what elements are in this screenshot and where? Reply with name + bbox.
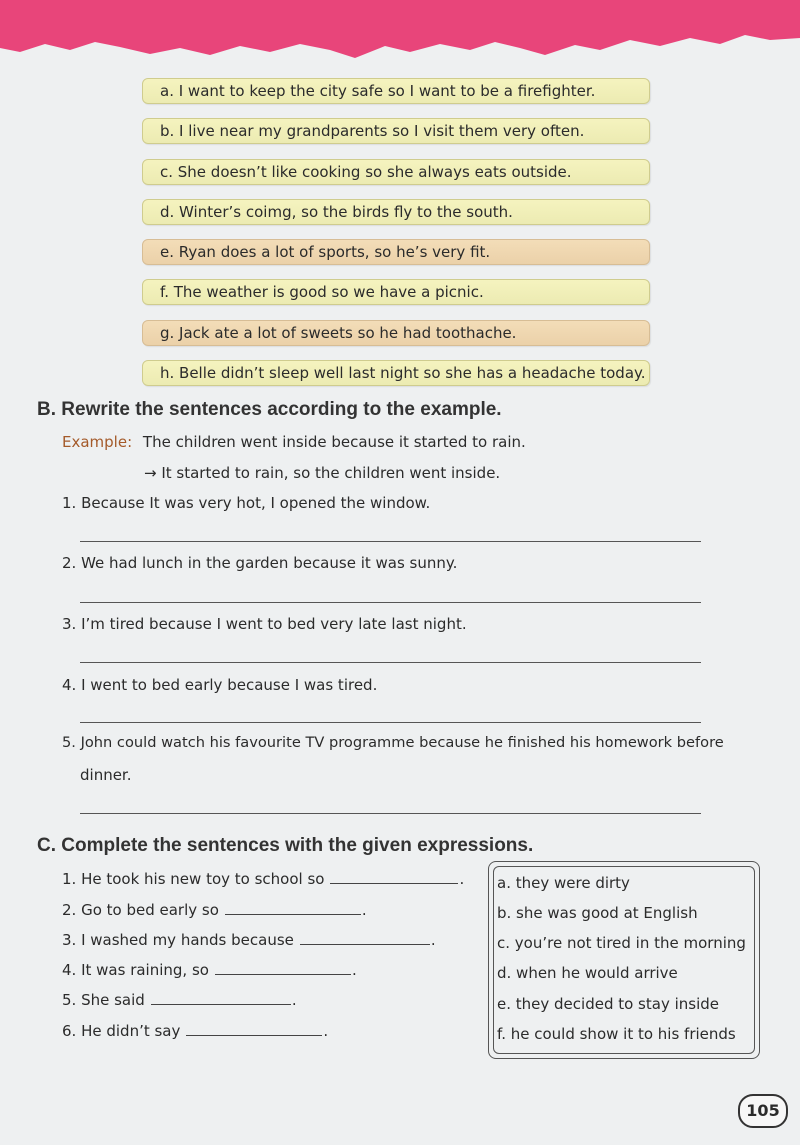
section-b-title: B. Rewrite the sentences according to the example. [37, 399, 502, 420]
section-c-title: C. Complete the sentences with the given expressions. [37, 835, 534, 856]
b-item-1: 1. Because It was very hot, I opened the window. [62, 494, 431, 512]
c-item-1: 1. He took his new toy to school so . [62, 870, 465, 888]
sentence-d: d. Winter’s coimg, so the birds fly to the south. [142, 199, 650, 225]
blank-6[interactable] [186, 1023, 322, 1036]
c-item-6-text: 6. He didn’t say [62, 1022, 181, 1040]
c-item-2-text: 2. Go to bed early so [62, 901, 219, 919]
sentence-c: c. She doesn’t like cooking so she always eats outside. [142, 159, 650, 185]
blank-5[interactable] [151, 992, 291, 1005]
option-a: a. they were dirty [497, 874, 630, 892]
sentence-h: h. Belle didn’t sleep well last night so she has a headache today. [142, 360, 650, 386]
c-item-1-text: 1. He took his new toy to school so [62, 870, 325, 888]
b-item-2: 2. We had lunch in the garden because it was sunny. [62, 554, 458, 572]
blank-1[interactable] [330, 871, 458, 884]
option-b: b. she was good at English [497, 904, 698, 922]
page-number: 105 [738, 1094, 788, 1128]
option-d: d. when he would arrive [497, 964, 678, 982]
c-item-5-text: 5. She said [62, 991, 145, 1009]
example-label: Example: [62, 433, 133, 451]
b-item-3: 3. I’m tired because I went to bed very late last night. [62, 615, 467, 633]
pink-banner [0, 0, 800, 70]
c-item-3-text: 3. I washed my hands because [62, 931, 294, 949]
option-e: e. they decided to stay inside [497, 995, 719, 1013]
answer-line-1[interactable] [80, 541, 701, 542]
blank-3[interactable] [300, 932, 430, 945]
c-item-6: 6. He didn’t say . [62, 1022, 329, 1040]
b-item-5-cont: dinner. [80, 766, 132, 784]
example-sentence: The children went inside because it started to rain. [142, 433, 526, 451]
example-line [62, 433, 526, 451]
b-item-5: 5. John could watch his favourite TV programme because he finished his homework before [62, 734, 724, 751]
answer-line-5[interactable] [80, 813, 701, 814]
c-item-4-text: 4. It was raining, so [62, 961, 209, 979]
sentence-a: a. I want to keep the city safe so I want to be a firefighter. [142, 78, 650, 104]
sentence-b: b. I live near my grandparents so I visit them very often. [142, 118, 650, 144]
c-item-4: 4. It was raining, so . [62, 961, 357, 979]
answer-line-2[interactable] [80, 602, 701, 603]
b-item-4: 4. I went to bed early because I was tired. [62, 676, 378, 694]
sentence-g: g. Jack ate a lot of sweets so he had toothache. [142, 320, 650, 346]
example-answer: → It started to rain, so the children went inside. [144, 464, 501, 482]
sentence-e: e. Ryan does a lot of sports, so he’s very fit. [142, 239, 650, 265]
blank-2[interactable] [225, 902, 361, 915]
blank-4[interactable] [215, 962, 351, 975]
option-f: f. he could show it to his friends [497, 1025, 736, 1043]
answer-line-3[interactable] [80, 662, 701, 663]
option-c: c. you’re not tired in the morning [497, 934, 746, 952]
sentence-f: f. The weather is good so we have a picnic. [142, 279, 650, 305]
answer-line-4[interactable] [80, 722, 701, 723]
c-item-2: 2. Go to bed early so . [62, 901, 367, 919]
c-item-5: 5. She said . [62, 991, 297, 1009]
c-item-3: 3. I washed my hands because . [62, 931, 436, 949]
sentence-list [142, 78, 650, 400]
